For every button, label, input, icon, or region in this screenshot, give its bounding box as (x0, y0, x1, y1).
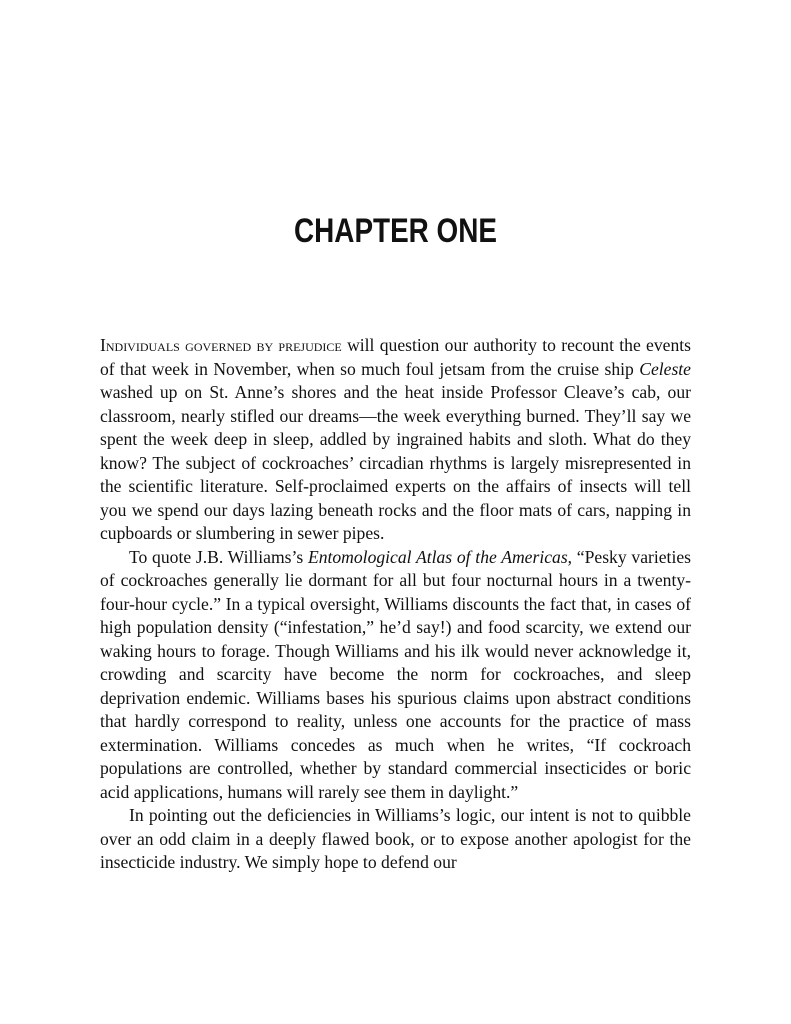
paragraph-3-text: In pointing out the deficiencies in Williams’s logic, our intent is not to quibble over an odd claim in a deeply flawed book, or to expose another apologist for the insecticide industry. We simply hope to defend our (100, 805, 691, 872)
paragraph-2-text-a: To quote J.B. Williams’s (129, 546, 308, 567)
chapter-title: CHAPTER ONE (294, 212, 497, 250)
book-title-italic: Entomological Atlas of the Americas (307, 546, 568, 567)
paragraph-3 (100, 804, 691, 875)
chapter-body (100, 334, 691, 875)
paragraph-lead-smallcaps: Individuals governed by prejudice (100, 335, 342, 355)
paragraph-2 (100, 546, 691, 805)
paragraph-1-text-b: washed up on St. Anne’s shores and the heat inside Professor Cleave’s cab, our classroom, nearly stifled our dreams—the week everything burned. They’ll say we spent the week deep in sleep, addled by ingrained habits and sloth. What do they know? The subject of cockroaches’ circadian rhythms is largely misrepresented in the scientific literature. Self-proclaimed experts on the affairs of insects will tell you we spend our days lazing beneath rocks and the floor mats of cars, napping in cupboards or slumbering in sewer pipes. (100, 382, 691, 543)
paragraph-1 (100, 334, 691, 546)
paragraph-2-text-b: , “Pesky varieties of cockroaches generally lie dormant for all but four nocturnal hours in a twenty-four-hour cycle.” In a typical oversight, Williams discounts the fact that, in cases of high population density (“infestation,” he’d say!) and food scarcity, we extend our waking hours to forage. Though Williams and his ilk would never acknowledge it, crowding and scarcity have become the norm for cockroaches, and sleep deprivation endemic. Williams bases his spurious claims upon abstract conditions that hardly correspond to reality, unless one accounts for the practice of mass extermination. Williams concedes as much when he writes, “If cockroach populations are controlled, whether by standard commercial insecticides or boric acid applications, humans will rarely see them in daylight.” (100, 546, 691, 802)
paragraph-1-text-a: will question our authority to recount the events of that week in November, when so much foul jetsam from the cruise ship (100, 335, 692, 379)
ship-name-italic: Celeste (639, 358, 691, 379)
